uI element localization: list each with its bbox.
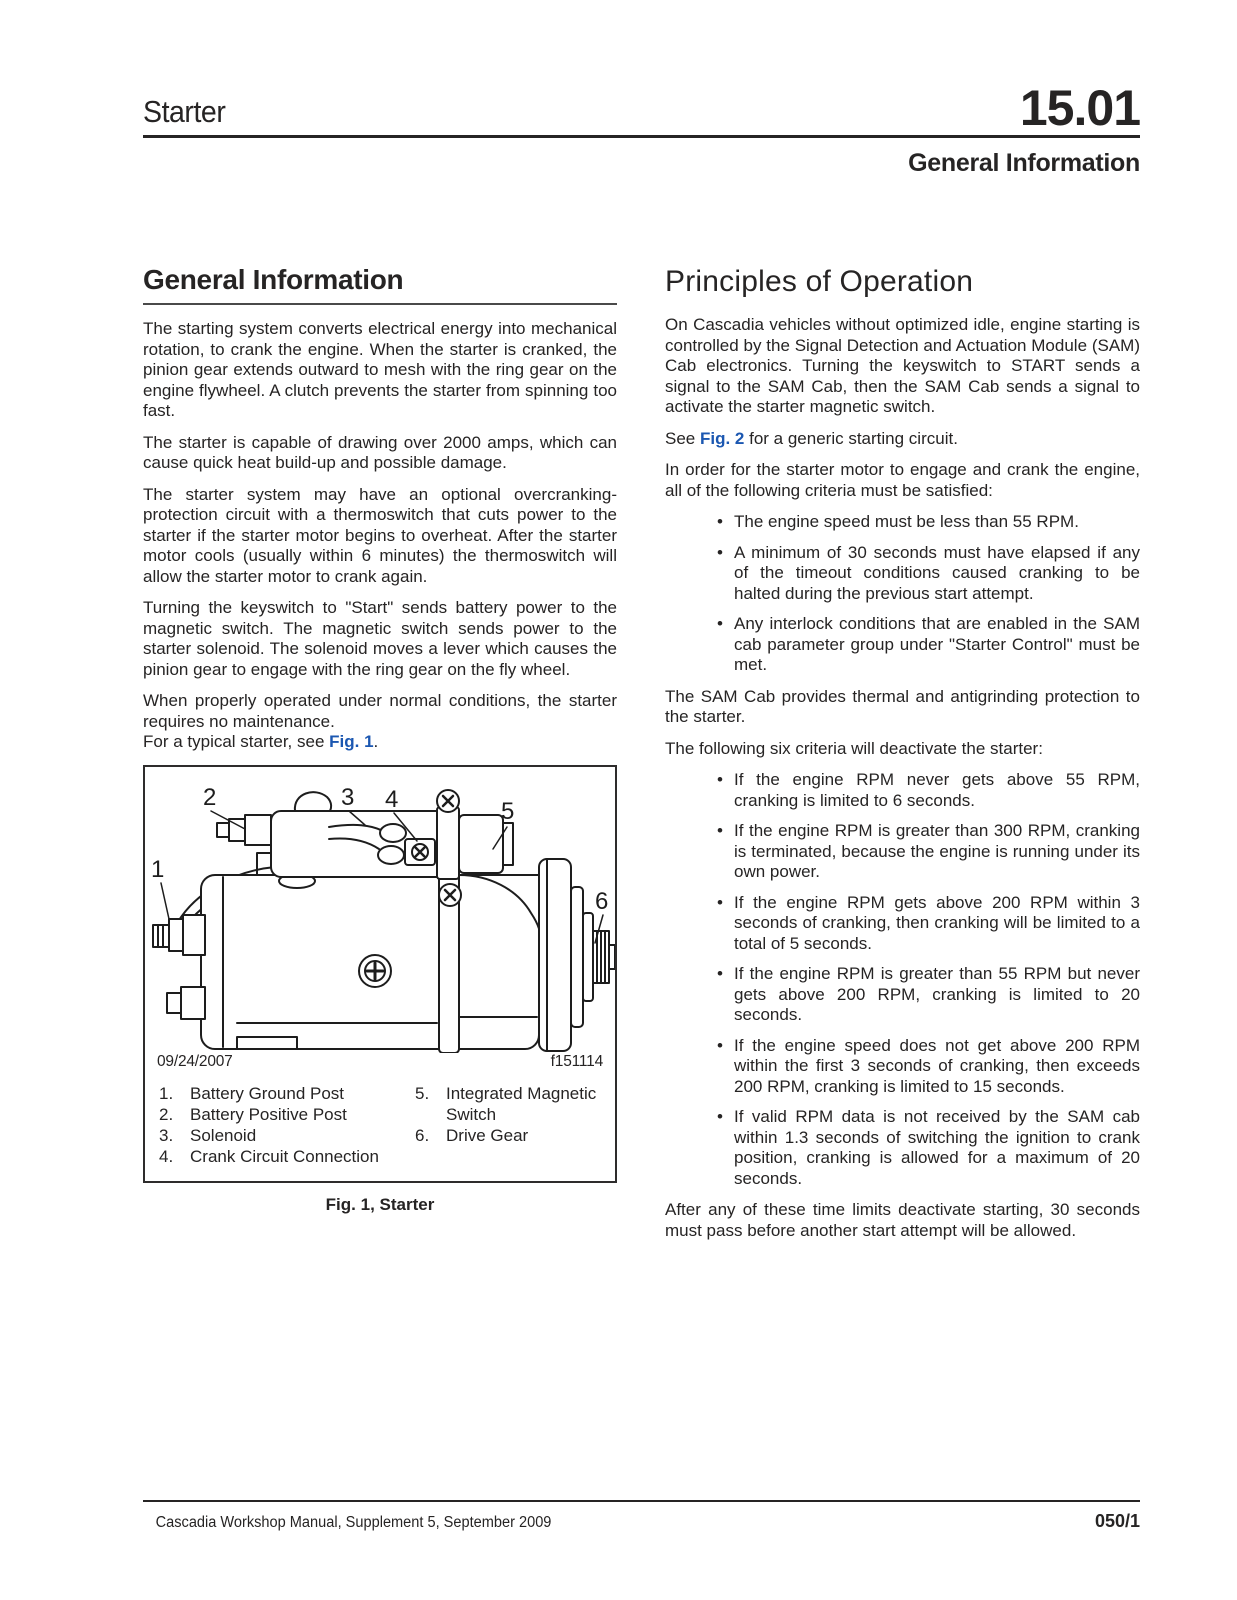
- figure-caption: Fig. 1, Starter: [325, 1194, 435, 1214]
- bullet-item: • A minimum of 30 seconds must have elapsed if any of the timeout conditions caused cranking to be halted during the previous start attempt.: [665, 543, 1140, 605]
- callout-1: 1: [151, 855, 165, 883]
- callout-2: 2: [203, 783, 217, 811]
- page-header: [143, 80, 1140, 178]
- bullet-item: • If the engine speed does not get above 200 RPM within the first 3 seconds of cranking, then exceeds 200 RPM, cranking is limited to 15 seconds.: [665, 1036, 1140, 1098]
- legend-label: Integrated Magnetic Switch: [446, 1083, 597, 1124]
- legend-label: Battery Positive Post: [190, 1104, 347, 1124]
- callout-6: 6: [595, 887, 609, 915]
- bracket-screw-bottom: [439, 884, 461, 906]
- deactivation-criteria-list: [665, 770, 1140, 1189]
- legend-number: 3.: [159, 1125, 174, 1145]
- body-screw: [359, 955, 391, 987]
- paragraph: The starting system converts electrical energy into mechanical rotation, to crank the engine. When the starter is cranked, the pinion gear extends outward to mesh with the ring gear on the engine flywheel. A clutch prevents the starter from spinning too fast.: [143, 319, 617, 420]
- drive-gear: [571, 887, 615, 1027]
- legend-label: Crank Circuit Connection: [190, 1146, 379, 1166]
- bullet-item: • If the engine RPM is greater than 300 RPM, cranking is terminated, because the engine is running under its own power.: [665, 821, 1140, 883]
- section-number: 15.01: [1019, 80, 1140, 136]
- fig2-reference-line: [665, 429, 1140, 450]
- fig1-reference-line: [143, 732, 617, 753]
- legend-number: 6.: [415, 1125, 430, 1145]
- right-heading: Principles of Operation: [665, 265, 974, 298]
- paragraph: Turning the keyswitch to "Start" sends battery power to the magnetic switch. The magnetic switch sends power to the starter solenoid. The solenoid moves a lever which causes the pinion gear to engage with the ring gear on the fly wheel.: [143, 598, 617, 679]
- footer-page-number: 050/1: [1094, 1511, 1140, 1531]
- paragraph: On Cascadia vehicles without optimized idle, engine starting is controlled by the Signal Detection and Actuation Module (SAM) Cab electronics. Turning the keyswitch to START sends a signal to the SAM Cab, then the SAM Cab sends a signal to activate the starter magnetic switch.: [665, 315, 1140, 416]
- fig1-ref-pre: For a typical starter, see: [143, 732, 330, 751]
- crank-circuit-connection: [405, 839, 435, 865]
- bullet-item: • Any interlock conditions that are enabled in the SAM cab parameter group under "Starter Control" must be met.: [665, 614, 1140, 676]
- harness-loop: [295, 792, 331, 811]
- paragraph: The following six criteria will deactivate the starter:: [665, 738, 1043, 758]
- content-columns: [143, 243, 1140, 1241]
- fig2-ref-pre: See: [665, 428, 700, 448]
- callout-3: 3: [341, 783, 355, 811]
- mounting-flange: [539, 859, 571, 1051]
- header-subtitle: General Information: [908, 149, 1140, 177]
- figure-legend: [145, 1073, 615, 1181]
- legend-number: 4.: [159, 1146, 174, 1166]
- header-rule-row: [143, 80, 1140, 138]
- footer-manual-title: Cascadia Workshop Manual, Supplement 5, September 2009: [155, 1514, 552, 1531]
- legend-item: [159, 1083, 415, 1104]
- legend-left-column: [159, 1083, 415, 1167]
- bracket-screw-top: [437, 790, 459, 812]
- fig1-link[interactable]: Fig. 1: [329, 732, 374, 751]
- bullet-item: • If the engine RPM is greater than 55 RPM but never gets above 200 RPM, cranking is limited to 20 seconds.: [665, 964, 1140, 1026]
- paragraph: The SAM Cab provides thermal and antigrinding protection to the starter.: [665, 686, 1140, 726]
- left-heading: General Information: [143, 263, 617, 305]
- lower-stud: [167, 987, 205, 1019]
- figure-ref: f151114: [550, 1052, 603, 1070]
- legend-label: Battery Ground Post: [190, 1083, 345, 1103]
- battery-ground-post: [153, 915, 205, 955]
- figure-date: 09/24/2007: [157, 1052, 233, 1070]
- paragraph: After any of these time limits deactivate starting, 30 seconds must pass before another start attempt will be allowed.: [665, 1200, 1140, 1240]
- paragraph: The starter system may have an optional overcranking-protection circuit with a thermoswitch that cuts power to the starter if the starter motor begins to overheat. After the starter motor cools (usually within 6 minutes) the thermoswitch will allow the starter motor to crank again.: [143, 484, 617, 586]
- figure-meta-row: [145, 1053, 615, 1073]
- fig2-ref-post: for a generic starting circuit.: [744, 428, 958, 448]
- legend-right-column: [415, 1083, 607, 1167]
- battery-positive-post: [217, 815, 271, 845]
- right-column: [665, 243, 1140, 1241]
- legend-number: 5.: [415, 1083, 430, 1103]
- bullet-item: • The engine speed must be less than 55 RPM.: [665, 512, 1140, 533]
- left-paragraphs: [143, 319, 617, 732]
- page-footer: [143, 1500, 1140, 1532]
- callout-5: 5: [501, 797, 515, 825]
- legend-number: 1.: [159, 1083, 174, 1103]
- starter-illustration: [145, 767, 615, 1053]
- legend-label: Solenoid: [190, 1125, 257, 1145]
- callout-4: 4: [385, 785, 399, 813]
- legend-item: [415, 1083, 607, 1125]
- wire-terminal: [380, 824, 406, 842]
- fig1-ref-post: .: [373, 732, 379, 751]
- paragraph: The starter is capable of drawing over 2000 amps, which can cause quick heat build-up and possible damage.: [143, 432, 617, 472]
- legend-item: [159, 1146, 415, 1167]
- legend-item: [159, 1125, 415, 1146]
- bullet-item: • If the engine RPM gets above 200 RPM within 3 seconds of cranking, then cranking will be limited to a total of 5 seconds.: [665, 893, 1140, 955]
- legend-label: Drive Gear: [446, 1125, 529, 1145]
- doc-title: Starter: [143, 94, 226, 129]
- criteria-list: [665, 512, 1140, 676]
- left-column: [143, 243, 617, 1241]
- fig2-link[interactable]: Fig. 2: [699, 428, 745, 448]
- bullet-item: • If the engine RPM never gets above 55 RPM, cranking is limited to 6 seconds.: [665, 770, 1140, 811]
- figure-1-box: [143, 765, 617, 1183]
- legend-item: [159, 1104, 415, 1125]
- bullet-item: • If valid RPM data is not received by the SAM cab within 1.3 seconds of switching the ignition to crank position, cranking is allowed for a maximum of 20 seconds.: [665, 1107, 1140, 1189]
- legend-number: 2.: [159, 1104, 174, 1124]
- wire-terminal: [378, 846, 404, 864]
- legend-item: [415, 1125, 607, 1146]
- paragraph: When properly operated under normal conditions, the starter requires no maintenance.: [143, 691, 617, 731]
- paragraph: In order for the starter motor to engage and crank the engine, all of the following criteria must be satisfied:: [665, 460, 1140, 500]
